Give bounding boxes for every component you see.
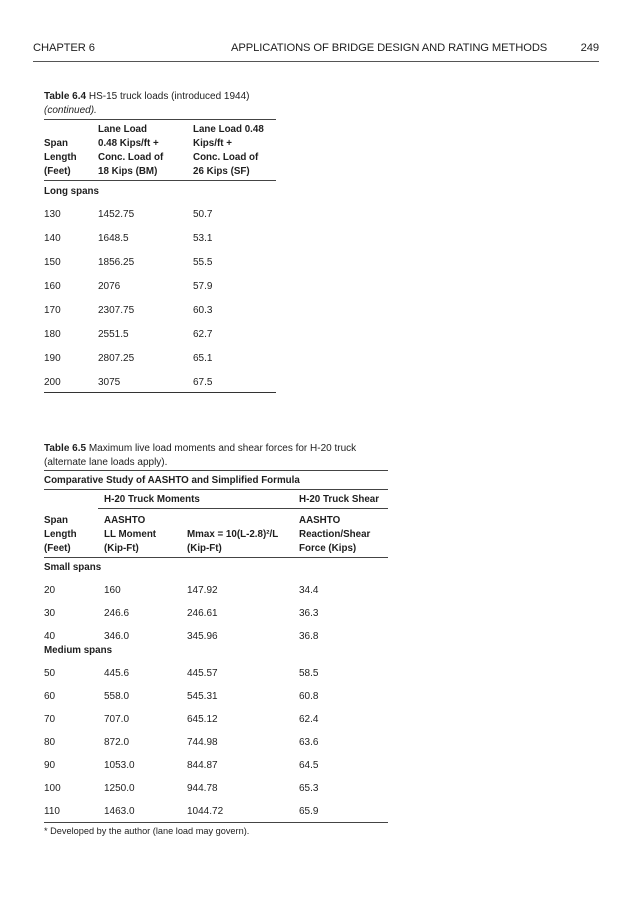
t64-r3-sf: 57.9 (193, 281, 213, 292)
t65-s1-r3-span: 80 (44, 737, 56, 748)
t64-r6-sf: 65.1 (193, 353, 213, 364)
t65-s1-r3-shear: 63.6 (299, 737, 319, 748)
t65-s1-r3-aashto: 872.0 (104, 737, 130, 748)
t65-s1-r2-mmax: 645.12 (187, 714, 218, 725)
table-6-4-caption (44, 90, 344, 118)
t65-s0-r2-shear: 36.8 (299, 631, 319, 642)
t65-s1-r2-aashto: 707.0 (104, 714, 130, 725)
t65-s0-r2-span: 40 (44, 631, 56, 642)
t65-footnote: * Developed by the author (lane load may govern). (44, 826, 250, 836)
table-6-4-continued: (continued). (44, 105, 97, 116)
t64-r3-span: 160 (44, 281, 61, 292)
t64-r7-sf: 67.5 (193, 377, 213, 388)
t65-s1-r0-span: 50 (44, 668, 56, 679)
t65-s1-r4-shear: 64.5 (299, 760, 319, 771)
t65-s0-r1-mmax: 246.61 (187, 608, 218, 619)
t64-r6-span: 190 (44, 353, 61, 364)
t65-s1-r3-mmax: 744.98 (187, 737, 218, 748)
t64-r0-sf: 50.7 (193, 209, 213, 220)
t65-group-moments: H-20 Truck Moments (104, 494, 200, 505)
t65-s0-r2-aashto: 346.0 (104, 631, 130, 642)
t65-section-small-spans: Small spans (44, 562, 102, 573)
table-6-5-label: Table 6.5 (44, 443, 87, 454)
t65-s1-r0-mmax: 445.57 (187, 668, 218, 679)
t65-s1-r1-span: 60 (44, 691, 56, 702)
t65-header-aashto-moment: AASHTO LL Moment (Kip-Ft) (104, 515, 157, 554)
table-6-4-label: Table 6.4 (44, 91, 87, 102)
t65-header-shear: AASHTO Reaction/Shear Force (Kips) (299, 515, 371, 554)
t65-study-rule (44, 489, 388, 490)
t64-r5-sf: 62.7 (193, 329, 213, 340)
t64-r1-sf: 53.1 (193, 233, 213, 244)
t65-top-rule (44, 470, 388, 471)
table-6-4-top-rule (44, 119, 276, 120)
t65-s1-r1-mmax: 545.31 (187, 691, 218, 702)
running-head (33, 39, 599, 62)
t65-s1-r5-span: 100 (44, 783, 61, 794)
t65-s1-r4-mmax: 844.87 (187, 760, 218, 771)
t65-s1-r1-shear: 60.8 (299, 691, 319, 702)
t65-s1-r4-aashto: 1053.0 (104, 760, 135, 771)
t64-r2-span: 150 (44, 257, 61, 268)
t64-r7-bm: 3075 (98, 377, 121, 388)
t65-s1-r6-shear: 65.9 (299, 806, 319, 817)
t65-s1-r0-aashto: 445.6 (104, 668, 130, 679)
t64-header-span: Span Length (Feet) (44, 138, 77, 177)
t64-r5-bm: 2551.5 (98, 329, 129, 340)
table-6-5-caption (44, 442, 404, 470)
t65-s1-r5-shear: 65.3 (299, 783, 319, 794)
t64-r3-bm: 2076 (98, 281, 121, 292)
t65-s1-r5-aashto: 1250.0 (104, 783, 135, 794)
t64-r4-sf: 60.3 (193, 305, 213, 316)
running-title: APPLICATIONS OF BRIDGE DESIGN AND RATING METHODS (231, 42, 548, 54)
table-6-4-caption-text: HS-15 truck loads (introduced 1944) (88, 91, 250, 102)
t65-s1-r5-mmax: 944.78 (187, 783, 218, 794)
t65-s0-r0-span: 20 (44, 585, 56, 596)
t65-group-shear: H-20 Truck Shear (299, 494, 380, 505)
t65-s0-r1-aashto: 246.6 (104, 608, 130, 619)
t65-s1-r2-shear: 62.4 (299, 714, 319, 725)
t65-header-mmax: Mmax = 10(L-2.8)²/L (Kip-Ft) (187, 529, 279, 554)
t65-s0-r1-span: 30 (44, 608, 56, 619)
t65-s1-r6-mmax: 1044.72 (187, 806, 224, 817)
t64-header-bm: Lane Load 0.48 Kips/ft + Conc. Load of 18 Kips (BM) (98, 124, 164, 177)
t65-s0-r0-shear: 34.4 (299, 585, 319, 596)
t64-r6-bm: 2807.25 (98, 353, 135, 364)
t65-s1-r2-span: 70 (44, 714, 56, 725)
t64-r0-span: 130 (44, 209, 61, 220)
t65-s0-r1-shear: 36.3 (299, 608, 319, 619)
t65-s0-r0-mmax: 147.92 (187, 585, 218, 596)
t65-s1-r4-span: 90 (44, 760, 56, 771)
t65-group-rule (98, 508, 388, 509)
t65-s1-r6-span: 110 (44, 806, 60, 817)
t64-r5-span: 180 (44, 329, 61, 340)
page-number: 249 (580, 42, 599, 54)
table-6-5-caption-line1: Maximum live load moments and shear forces for H-20 truck (88, 443, 357, 454)
t64-r2-sf: 55.5 (193, 257, 213, 268)
t65-s1-r1-aashto: 558.0 (104, 691, 130, 702)
t64-r7-span: 200 (44, 377, 61, 388)
t64-bottom-rule (44, 392, 276, 393)
t64-r0-bm: 1452.75 (98, 209, 135, 220)
t65-s0-r2-mmax: 345.96 (187, 631, 218, 642)
t65-header-rule (44, 557, 388, 558)
t65-section-medium-spans: Medium spans (44, 645, 113, 656)
t64-header-rule (44, 180, 276, 181)
table-6-5-caption-line2: (alternate lane loads apply). (44, 457, 168, 468)
t65-s1-r6-aashto: 1463.0 (104, 806, 135, 817)
t64-r1-bm: 1648.5 (98, 233, 129, 244)
t65-bottom-rule (44, 822, 388, 823)
t64-r2-bm: 1856.25 (98, 257, 135, 268)
t65-s0-r0-aashto: 160 (104, 585, 121, 596)
chapter-label: CHAPTER 6 (33, 42, 95, 54)
t65-study-title: Comparative Study of AASHTO and Simplified Formula (44, 475, 300, 486)
t64-r1-span: 140 (44, 233, 61, 244)
t64-section-long-spans: Long spans (44, 186, 99, 197)
t64-r4-bm: 2307.75 (98, 305, 135, 316)
t65-s1-r0-shear: 58.5 (299, 668, 319, 679)
t64-r4-span: 170 (44, 305, 61, 316)
t64-header-sf: Lane Load 0.48 Kips/ft + Conc. Load of 26 Kips (SF) (193, 124, 264, 177)
t65-header-span: Span Length (Feet) (44, 515, 77, 554)
